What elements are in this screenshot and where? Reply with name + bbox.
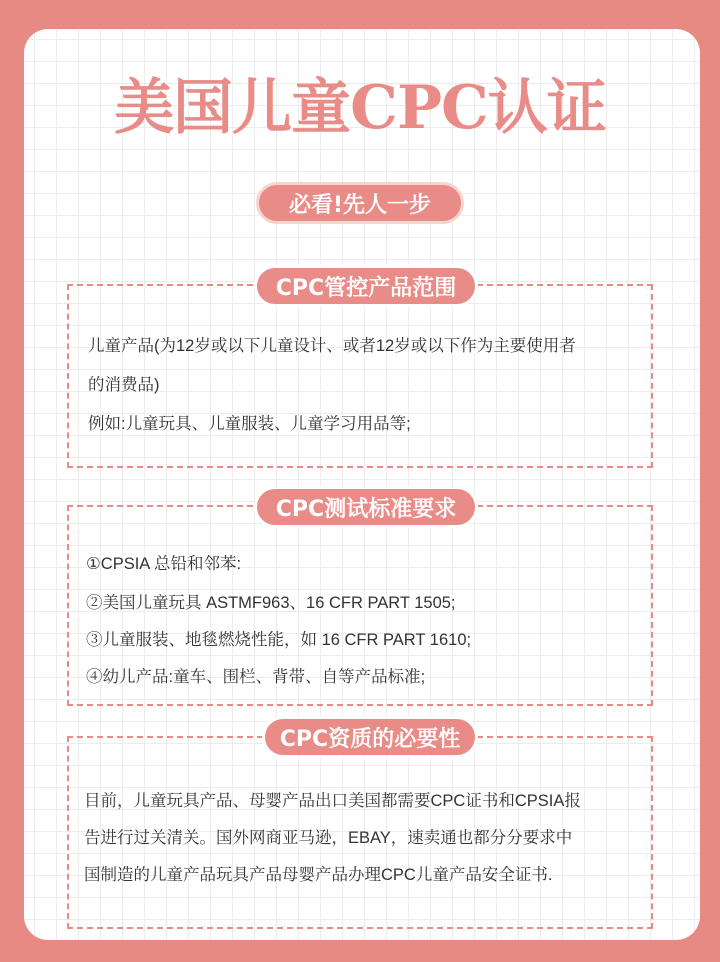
text-line: 国制造的儿童产品玩具产品母婴产品办理CPC儿童产品安全证书. [84,866,553,884]
section-necessity-heading: CPC资质的必要性 [262,716,478,758]
text-line: ③儿童服装、地毯燃烧性能，如 16 CFR PART 1610; [86,631,472,649]
text-line: ④幼儿产品:童车、围栏、背带、自等产品标准; [86,668,426,686]
text-line: 目前，儿童玩具产品、母婴产品出口美国都需要CPC证书和CPSIA报 [84,792,581,810]
text-line: 的消费品) [88,376,160,394]
text-line: 儿童产品(为12岁或以下儿童设计、或者12岁或以下作为主要使用者 [88,337,576,355]
text-line: ①CPSIA 总铅和邻苯: [86,555,242,573]
text-line: ②美国儿童玩具 ASTMF963、16 CFR PART 1505; [86,594,456,612]
text-line: 告进行过关清关。国外网商亚马逊，EBAY，速卖通也都分分要求中 [84,829,573,847]
section-standards-heading: CPC测试标准要求 [254,486,478,528]
section-scope-heading: CPC管控产品范围 [254,265,478,307]
page-title: 美国儿童CPC认证 [114,73,606,143]
text-line: 例如:儿童玩具、儿童服装、儿童学习用品等; [88,415,411,433]
tagline-badge: 必看!先人一步 [256,182,464,224]
